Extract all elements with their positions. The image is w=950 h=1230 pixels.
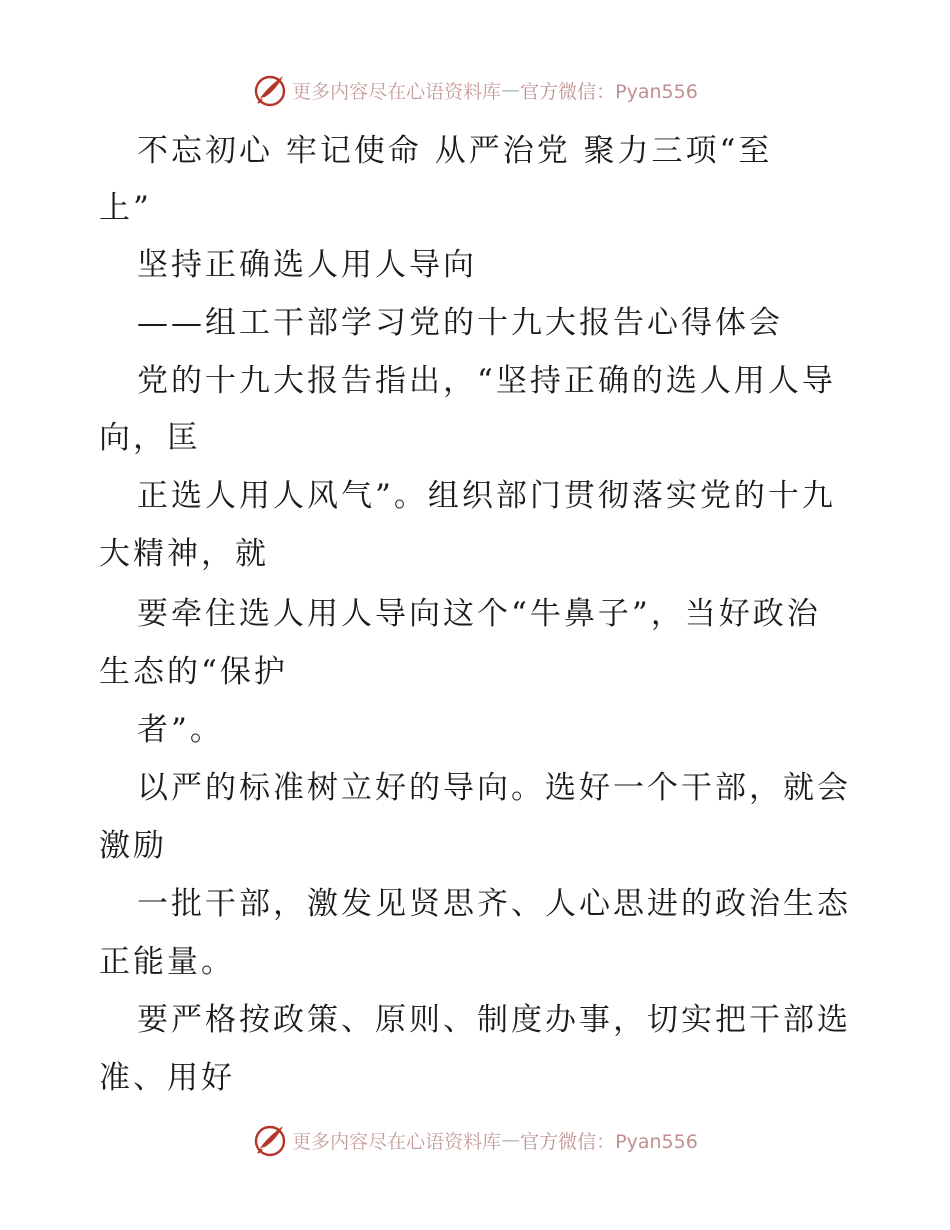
text-line: 大精神，就 xyxy=(99,536,269,572)
text-line: 以严的标准树立好的导向。选好一个干部，就会 xyxy=(137,770,851,806)
footer-watermark xyxy=(0,1120,950,1160)
quill-logo-icon xyxy=(252,72,288,108)
watermark-wechat: 官方微信：Pyan556 xyxy=(520,1130,698,1153)
text-line: 要严格按政策、原则、制度办事，切实把干部选 xyxy=(137,1002,851,1038)
text-line: 一批干部，激发见贤思齐、人心思进的政治生态 xyxy=(137,886,851,922)
text-line: 正能量。 xyxy=(99,944,235,980)
text-line: 不忘初心 牢记使命 从严治党 聚力三项“至 xyxy=(137,133,773,169)
watermark-dash: — xyxy=(501,79,521,101)
text-line: 上” xyxy=(99,190,152,226)
header-watermark xyxy=(0,70,950,110)
text-line: 坚持正确选人用人导向 xyxy=(137,247,477,283)
text-line: 生态的“保护 xyxy=(99,654,288,690)
watermark-text: 更多内容尽在心语资料库 xyxy=(292,80,502,103)
text-line: 正选人用人风气”。组织部门贯彻落实党的十九 xyxy=(137,478,836,514)
quill-logo-icon xyxy=(252,1122,288,1158)
text-line: 准、用好 xyxy=(99,1060,235,1096)
text-line: 激励 xyxy=(99,828,167,864)
watermark-text: 更多内容尽在心语资料库 xyxy=(292,1130,502,1153)
text-line: ——组工干部学习党的十九大报告心得体会 xyxy=(137,305,783,341)
text-line: 要牵住选人用人导向这个“牛鼻子”，当好政治 xyxy=(137,596,821,632)
text-line: 党的十九大报告指出，“坚持正确的选人用人导 xyxy=(137,363,836,399)
watermark-wechat: 官方微信：Pyan556 xyxy=(520,80,698,103)
text-line: 向，匡 xyxy=(99,420,201,456)
text-line: 者”。 xyxy=(137,712,224,748)
watermark-dash: — xyxy=(501,1129,521,1151)
